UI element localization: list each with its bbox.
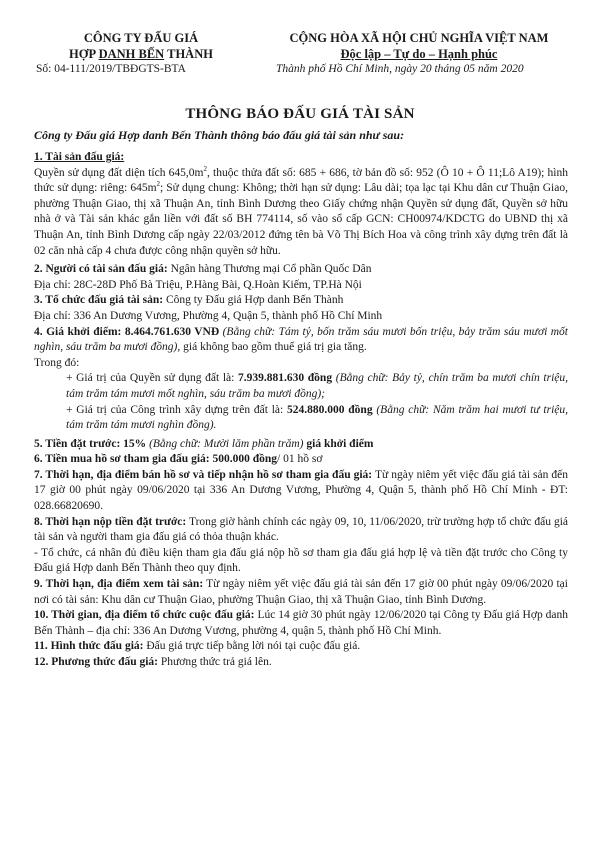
company-name-line2: HỢP DANH BẾN THÀNH (69, 47, 213, 61)
section-8-note: - Tổ chức, cá nhân đủ điều kiện tham gia đấu giá nộp hồ sơ tham gia đấu giá hợp lệ và tiền đặt trước cho Công ty Đấu giá Hợp danh Bến Thành theo quy định. (34, 546, 568, 575)
section-7: 7. Thời hạn, địa điểm bán hồ sơ và tiếp nhận hồ sơ tham gia đấu giá: Từ ngày niêm yết việc đấu giá tài sản đến 17 giờ 00 phút ngày 09/06/2020 tại 336 An Dương Vương, Phường 4, Quận 5, thành phố Hồ Chí Minh - ĐT: 028.66820690. (34, 468, 568, 513)
section-11: 11. Hình thức đấu giá: Đấu giá trực tiếp bằng lời nói tại cuộc đấu giá. (34, 640, 361, 653)
national-title: CỘNG HÒA XÃ HỘI CHỦ NGHĨA VIỆT NAM (289, 31, 549, 45)
section-12: 12. Phương thức đấu giá: Phương thức trả giá lên. (34, 656, 272, 668)
document-body (34, 150, 568, 671)
national-motto: Độc lập – Tự do – Hạnh phúc (340, 47, 498, 61)
section-2-address: Địa chỉ: 28C-28D Phố Bà Triệu, P.Hàng Bài, Q.Hoàn Kiếm, TP.Hà Nội (34, 278, 362, 291)
section-4-item-building: + Giá trị của Công trình xây dựng trên đất là: 524.880.000 đồng (Bằng chữ: Năm trăm hai mươi tư triệu, tám trăm tám mươi nghìn đồng). (66, 403, 568, 432)
section-3-address: Địa chỉ: 336 An Dương Vương, Phường 4, Quận 5, thành phố Hồ Chí Minh (34, 309, 383, 322)
section-4-item-land: + Giá trị của Quyền sử dụng đất là: 7.939.881.630 đồng (Bằng chữ: Bảy tỷ, chín trăm ba mươi chín triệu, tám trăm tám mươi mốt nghìn, sáu trăm ba mươi đồng); (66, 372, 569, 400)
document-intro: Công ty Đấu giá Hợp danh Bến Thành thông báo đấu giá tài sản như sau: (34, 128, 405, 142)
section-4: 4. Giá khởi điểm: 8.464.761.630 VNĐ (Bằng chữ: Tám tỷ, bốn trăm sáu mươi bốn triệu, bảy trăm sáu mươi mốt nghìn, sáu trăm ba mươi đồng), giá không bao gồm thuế giá trị gia tăng. (34, 325, 568, 354)
section-3: 3. Tổ chức đấu giá tài sản: Công ty Đấu giá Hợp danh Bến Thành (34, 294, 344, 307)
company-name-line1: CÔNG TY ĐẤU GIÁ (83, 31, 199, 45)
section-5: 5. Tiền đặt trước: 15% (Bằng chữ: Mười lăm phần trăm) giá khởi điểm (34, 437, 374, 450)
document-number: Số: 04-111/2019/TBĐGTS-BTA (36, 63, 186, 75)
company-header (30, 30, 252, 62)
section-1-heading: 1. Tài sản đấu giá: (34, 151, 125, 163)
section-8: 8. Thời hạn nộp tiền đặt trước: Trong giờ hành chính các ngày 09, 10, 11/06/2020, trừ trường hợp tổ chức đấu giá tài sản và người tham gia đấu giá có thỏa thuận khác. (34, 515, 568, 544)
section-10: 10. Thời gian, địa điểm tổ chức cuộc đấu giá: Lúc 14 giờ 30 phút ngày 12/06/2020 tại Công ty Đấu giá Hợp danh Bến Thành – địa chỉ: 336 An Dương Vương, phường 4, quận 5, thành phố Hồ Chí Minh. (34, 609, 569, 637)
section-4-trong-do: Trong đó: (34, 356, 80, 369)
section-9: 9. Thời hạn, địa điểm xem tài sản: Từ ngày niêm yết việc đấu giá tài sản đến 17 giờ 00 phút ngày 09/06/2020 tại nơi có tài sản: Khu dân cư Thuận Giao, phường Thuận Giao, thị xã Thuận Giao, tỉnh Bình Dương. (34, 578, 568, 606)
section-1-text: Quyền sử dụng đất diện tích $645,0m^2$, thuộc thửa đất số: 685 + 686, tờ bản đồ số: 952 (Ô 10 + Ô 11;Lô A19); hình thức sử dụng: riêng: $645m^2$; Sử dụng chung: Không; thời hạn sử dụng: Lâu dài; tọa lạc tại Khu dân cư Thuận Giao, phường Thuận Giao, thị xã Thuận An, tỉnh Bình Dương theo Giấy chứng nhận Quyền sử dụng đất, Quyền sở hữu nhà ở và Tài sản khác gắn liền với đất số BH 774114, số vào sổ cấp GCN: CH00974/KDCTG do UBND thị xã Thuận An, tỉnh Bình Dương cấp ngày 22/03/2012 đứng tên bà Võ Thị Bích Hoa và công trình xây dựng trên đất là 02 căn nhà cấp 4 chưa được công nhận quyền sở hữu. (34, 164, 568, 257)
section-6: 6. Tiền mua hồ sơ tham gia đấu giá: 500.000 đồng/ 01 hồ sơ (34, 453, 323, 466)
section-2: 2. Người có tài sản đấu giá: Ngân hàng Thương mại Cổ phần Quốc Dân (34, 263, 372, 276)
document-date: Thành phố Hồ Chí Minh, ngày 20 tháng 05 năm 2020 (276, 63, 524, 75)
document-title: THÔNG BÁO ĐẤU GIÁ TÀI SẢN (185, 106, 415, 122)
national-header (260, 30, 578, 62)
